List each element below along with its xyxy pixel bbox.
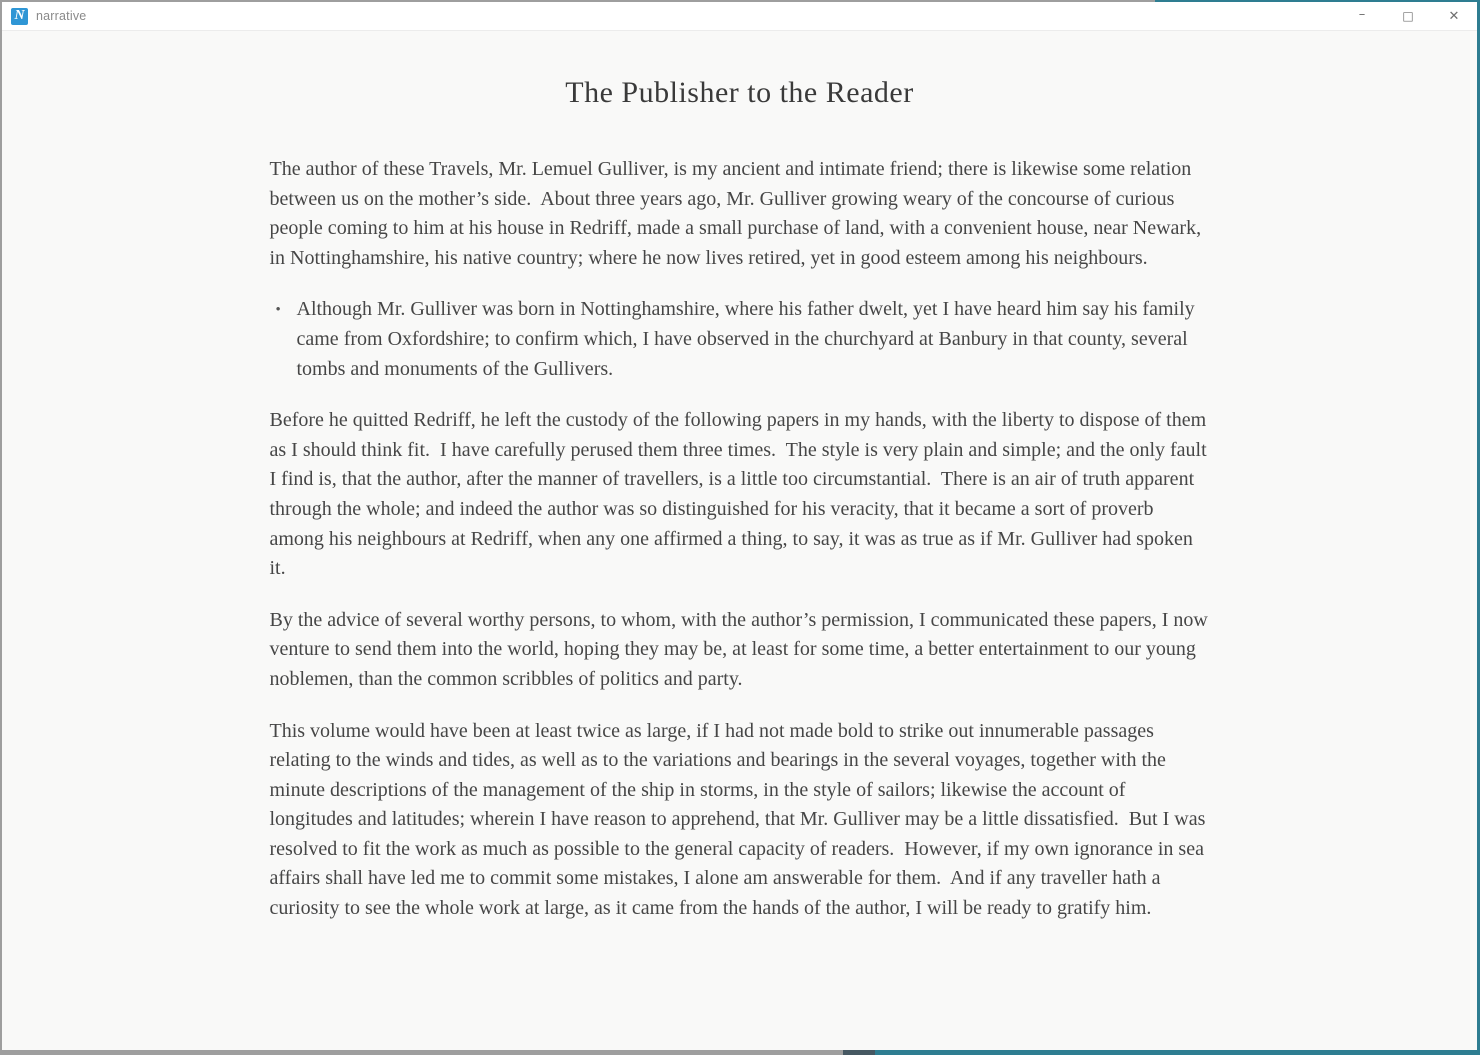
progress-dark-segment <box>843 1050 875 1055</box>
paragraph <box>270 155 1210 273</box>
app-name: narrative <box>36 9 87 23</box>
document <box>269 32 1213 924</box>
paragraph-text: The author of these Travels, Mr. Lemuel Gulliver, is my ancient and intimate friend; there is likewise some relation between us on the mother’s side. About three years ago, Mr. Gulliver growing weary of the concourse of curious people coming to him at his house in Redriff, made a small purchase of land, with a convenient house, near Newark, in Nottinghamshire, his native country; where he now lives retired, yet in good esteem among his neighbours. <box>269 158 1207 269</box>
minimize-icon: – <box>1358 6 1366 22</box>
progress-gray-segment <box>0 1050 843 1055</box>
window-left-border <box>0 0 2 1050</box>
close-icon: ✕ <box>1448 8 1460 24</box>
titlebar[interactable] <box>2 2 1477 31</box>
minimize-button[interactable] <box>1339 2 1385 30</box>
close-button[interactable] <box>1431 2 1477 30</box>
paragraph-text: Before he quitted Redriff, he left the custody of the following papers in my hands, with the liberty to dispose of them as I should think fit. I have carefully perused them three times. The style is very plain and simple; and the only fault I find is, that the author, after the manner of travellers, is a little too circumstantial. There is an air of truth apparent through the whole; and indeed the author was so distinguished for his veracity, that it became a sort of proverb among his neighbours at Redriff, when any one affirmed a thing, to say, it was as true as if Mr. Gulliver had spoken it. <box>269 409 1212 580</box>
window-top-border <box>0 0 1480 2</box>
maximize-icon: □ <box>1402 9 1414 23</box>
top-border-gray-segment <box>0 0 1155 2</box>
paragraph <box>269 606 1213 695</box>
bullet-icon: • <box>275 302 281 319</box>
maximize-button[interactable] <box>1385 2 1431 30</box>
paragraph-text: Although Mr. Gulliver was born in Nottinghamshire, where his father dwelt, yet I have heard him say his family came from Oxfordshire; to confirm which, I have observed in the churchyard at Banbury in that county, several tombs and monuments of the Gullivers. <box>296 298 1200 380</box>
window-controls <box>1339 2 1477 30</box>
document-title: The Publisher to the Reader <box>565 76 914 109</box>
paragraph-text: By the advice of several worthy persons, to whom, with the author’s permission, I communicated these papers, I now venture to send them into the world, hoping they may be, at least for some time, a better entertainment to our young noblemen, than the common scribbles of politics and party. <box>269 608 1213 690</box>
top-border-teal-segment <box>1155 0 1480 2</box>
reading-pane[interactable] <box>2 32 1477 1050</box>
progress-teal-segment <box>875 1050 1480 1055</box>
document-body <box>269 155 1213 924</box>
paragraph <box>270 406 1210 584</box>
bottom-progress-strip <box>0 1050 1480 1055</box>
bullet-paragraph <box>270 295 1210 384</box>
paragraph <box>270 717 1210 924</box>
app-logo-icon: N <box>11 8 28 25</box>
paragraph-text: This volume would have been at least twice as large, if I had not made bold to strike out innumerable passages relating to the winds and tides, as well as to the variations and bearings in the several voyages, together with the minute descriptions of the management of the ship in storms, in the style of sailors; likewise the account of longitudes and latitudes; wherein I have reason to apprehend, that Mr. Gulliver may be a little dissatisfied. But I was resolved to fit the work as much as possible to the general capacity of readers. However, if my own ignorance in sea affairs shall have led me to commit some mistakes, I alone am answerable for them. And if any traveller hath a curiosity to see the whole work at large, as it came from the hands of the author, I will be ready to gratify him. <box>269 719 1211 920</box>
